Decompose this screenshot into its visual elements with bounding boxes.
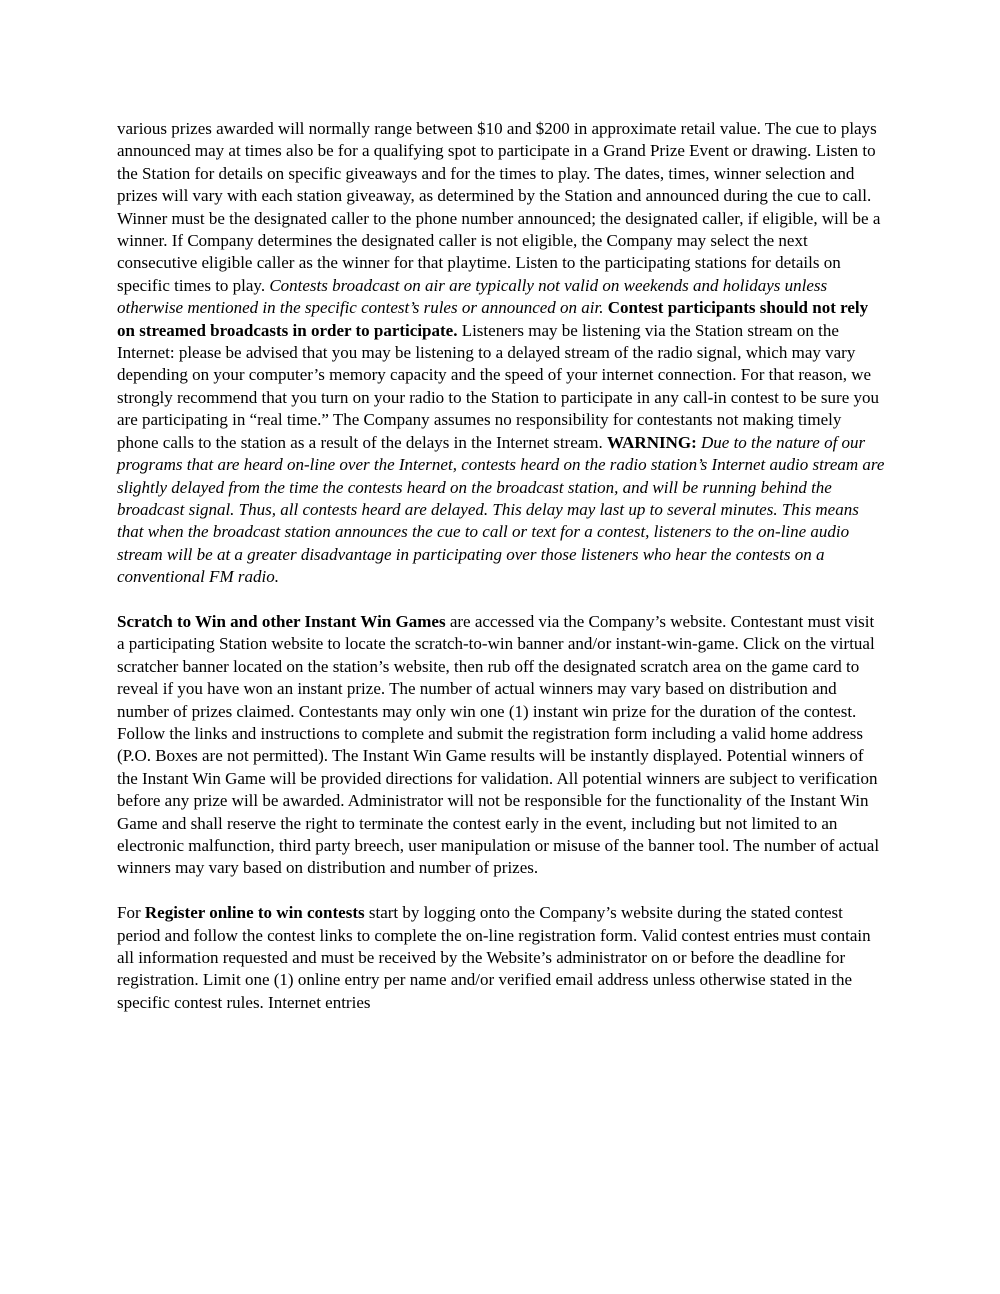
text-run-normal: Listeners may be listening via the Station stream on the Internet: please be advised that you may be listening to a delayed stream of the radio signal, which may vary depending on your computer’s memory capacity and the speed of your internet connection. For that reason, we strongly recommend that you turn on your radio to the Station to participate in any call-in contest to be sure you are participating in “real time.” The Company assumes no responsibility for contestants not making timely phone calls to the station as a result of the delays in the Internet stream. xyxy=(117,320,879,452)
paragraph-call-in-contests xyxy=(117,118,885,589)
text-run-normal: are accessed via the Company’s website. Contestant must visit a participating Station website to locate the scratch-to-win banner and/or instant-win-game. Click on the virtual scratcher banner located on the station’s website, then rub off the designated scratch area on the game card to reveal if you have won an instant prize. The number of actual winners may vary based on distribution and number of prizes claimed. Contestants may only win one (1) instant win prize for the duration of the contest. Follow the links and instructions to complete and submit the registration form including a valid home address (P.O. Boxes are not permitted). The Instant Win Game results will be instantly displayed. Potential winners of the Instant Win Game will be provided directions for validation. All potential winners are subject to verification before any prize will be awarded. Administrator will not be responsible for the functionality of the Instant Win Game and shall reserve the right to terminate the contest early in the event, including but not limited to an electronic malfunction, third party breech, user manipulation or misuse of the banner tool. The number of actual winners may vary based on distribution and number of prizes. xyxy=(117,611,880,878)
text-run-normal: start by logging onto the Company’s website during the stated contest period and follow the contest links to complete the on-line registration form. Valid contest entries must contain all information requested and must be received by the Website’s administrator on or before the deadline for registration. Limit one (1) online entry per name and/or verified email address unless otherwise stated in the specific contest rules. Internet entries xyxy=(117,903,871,1012)
document-text-block xyxy=(117,118,885,1014)
paragraph-scratch-to-win xyxy=(117,611,885,880)
text-run-bold: Scratch to Win and other Instant Win Games xyxy=(117,611,450,631)
text-run-normal: For xyxy=(117,903,145,923)
paragraph-register-online xyxy=(117,902,885,1014)
text-run-italic: Contests broadcast on air are typically not valid on weekends and holidays unless otherwise mentioned in the specific contest’s rules or announced on air. xyxy=(117,275,828,318)
text-run-normal: various prizes awarded will normally range between $10 and $200 in approximate retail value. The cue to plays announced may at times also be for a qualifying spot to participate in a Grand Prize Event or drawing. Listen to the Station for details on specific giveaways and for the times to play. The dates, times, winner selection and prizes will vary with each station giveaway, as determined by the Station and announced during the cue to call. Winner must be the designated caller to the phone number announced; the designated caller, if eligible, will be a winner. If Company determines the designated caller is not eligible, the Company may select the next consecutive eligible caller as the winner for that playtime. Listen to the participating stations for details on specific times to play. xyxy=(117,119,881,295)
text-run-bold: Contest participants should not rely on streamed broadcasts in order to participate. xyxy=(117,298,869,340)
text-run-italic: Due to the nature of our programs that are heard on-line over the Internet, contests heard on the radio station’s Internet audio stream are slightly delayed from the time the contests heard on the broadcast station, and will be running behind the broadcast signal. Thus, all contests heard are delayed. This delay may last up to several minutes. This means that when the broadcast station announces the cue to call or text for a contest, listeners to the on-line audio stream will be at a greater disadvantage in participating over those listeners who hear the contests on a conventional FM radio. xyxy=(117,432,885,587)
text-run-bold: WARNING: xyxy=(607,432,702,452)
text-run-bold: Register online to win contests xyxy=(144,903,369,923)
